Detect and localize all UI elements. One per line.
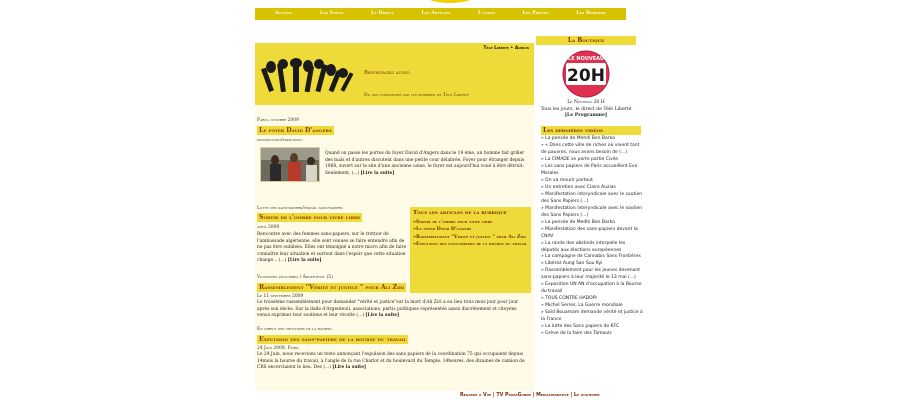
nav-dossiers[interactable]: Les Dossiers <box>576 10 606 16</box>
article-text: Rencontre avec des femmes sans-papiers, sur le trottoir de l'ambassade algérienne. elle sont venues se faire entendre afin de ne pas être oubliées. Elles ont témoigné a notre micro afin de faire connaître leur situation et surtout dans l'espoir que cette situation change... (...) <box>257 232 407 264</box>
video-link[interactable]: » Manifestation interyndicale avec le soutien des Sans Papiers (...) <box>541 205 643 218</box>
video-link[interactable]: » Michel Serres, La Guerre mondiale <box>541 303 623 309</box>
video-link[interactable]: » Manifestation des sans-papiers devant la CNAV <box>541 226 638 239</box>
nav-accueil[interactable]: Accueil <box>275 10 293 16</box>
nouveau-label: Le Nouveau 20 H <box>567 100 605 105</box>
article-title[interactable]: Sortir de l'ombre pour vivre libre <box>259 214 361 221</box>
top-logo-fragment <box>427 0 473 3</box>
video-link[interactable]: » Un entretien avec Claire Auzias <box>541 184 616 190</box>
breadcrumb-audios[interactable]: Audios <box>514 46 529 51</box>
video-link[interactable]: » Grève de la faim des Tamouls <box>541 331 612 337</box>
article-text: Le 24 Juin, nous recevions un texto annonçant l'expulsion des sans papiers de la coordination 75 qui occupaient depuis 14mois la bourse du travail, à l'angle de la rue Charlot et du boulevard du Temple. 14heures, des dizaines de camion de CRS encerclaient le lieu. Des (...) <box>257 352 525 371</box>
video-link[interactable]: » La pensée de Mehdi Ben Barka <box>541 136 615 141</box>
video-link[interactable]: » La lutte des Sans papiers de KFC <box>541 324 620 330</box>
article-category[interactable]: destruction/expulsion. <box>257 138 304 143</box>
logo-top-text: LE NOUVEAU <box>568 56 604 62</box>
read-more-link[interactable]: [Lire la suite] <box>365 313 400 319</box>
footer-separator: | <box>570 393 573 398</box>
footer-separator: | <box>492 393 495 398</box>
article-text: Le troisième rassemblement pour demander "vérité et justice"sur la mort d'Ali Ziri a eu lieu trois mois jour pour jour après son décès. Sur la dalle d'Argenteuil, associations, partis politiques représentés assez discrètement et citoyens venus exprimer leur soutiens et leur révolte (...) <box>257 300 519 319</box>
article-meta: 24 Juin 2009, Paris. <box>257 346 300 351</box>
nav-direct[interactable]: Le Direct <box>371 10 394 16</box>
programme-link[interactable]: [Le Programme] <box>564 113 608 118</box>
main-column <box>255 43 534 391</box>
footer-link-quotidien[interactable]: Le quotidien <box>573 393 600 398</box>
nav-photos[interactable]: Les Photos <box>522 10 549 16</box>
articles-area <box>255 105 534 391</box>
banner-subtitle-name: Télé Liberté <box>442 93 469 98</box>
breadcrumb-tele-liberte[interactable]: Tele Liberte <box>483 46 509 51</box>
rubrique-link[interactable]: »Expulsion des sans-papiers de la bourse du travail <box>413 240 528 247</box>
logo-main-text: 20H <box>567 66 605 86</box>
video-link[interactable]: » La pensée de Medhi Ben Barka <box>541 219 615 225</box>
videos-list <box>541 136 643 338</box>
video-link[interactable]: » Saïd Bouamam demande vérité et justice à la France <box>541 310 643 323</box>
rubrique-box <box>410 207 531 293</box>
nouveau-description: Tous les jours, le direct de Télé Liberté <box>540 107 632 112</box>
footer-link-tv-propagande[interactable]: TV PropaGande <box>496 393 531 398</box>
footer-link-regarde[interactable]: Regarde à Vue <box>460 393 492 398</box>
section-banner <box>255 43 534 105</box>
article-category[interactable]: En direct des trottoirs de la bourse. <box>257 327 333 332</box>
people-photo-image <box>261 148 320 182</box>
videos-heading[interactable]: Les dernières vidéos <box>541 126 641 135</box>
footer-link-medialternative[interactable]: Médialternative <box>536 393 569 398</box>
article-excerpt <box>257 352 529 372</box>
microphones-image <box>259 58 359 94</box>
video-link[interactable]: » « Dans cette ville de riches où vivent tant de pauvres, nous avons besoin de (...) <box>541 142 640 155</box>
video-link[interactable]: » Rassemblement pour les jeunes devenant sans-papiers à leur majorité le 13 mai (...) <box>541 268 640 281</box>
nouveau-20h-logo[interactable] <box>562 50 610 98</box>
article-text: Quand on passe les portes du foyer David d'Angers dans le 19 ème, un homme fait griller des maïs et d'autres discutent dans une petite cour délabrée. Foyer pour étranger depuis 1968, suvert sur le site d'une ancienne usine, le foyer est aujourd'hui voué à être détruit. Seulement, (...) <box>325 151 525 176</box>
nav-articles[interactable]: Les Articles <box>421 10 451 16</box>
article-meta: avril 2009 <box>257 225 280 230</box>
rubrique-link[interactable]: »Le foyer David D'angers <box>413 226 472 233</box>
article-excerpt <box>325 151 531 177</box>
nav-audio[interactable]: L'audio <box>478 10 495 16</box>
video-link[interactable]: » TOUS CONTRE HADOPI <box>541 296 597 302</box>
video-link[interactable]: » La CIMADE se porte partie Civile <box>541 156 619 162</box>
article-category[interactable]: Lutte des sans-papiers/travail sans-papiers <box>257 206 343 211</box>
read-more-link[interactable]: [Lire la suite] <box>332 365 367 371</box>
article-meta: Le 11 septembre 2009 <box>257 294 304 299</box>
article-title[interactable]: Le foyer David D'angers <box>259 127 332 134</box>
rubrique-link[interactable]: »Sortir de l'ombre pour vivre libre <box>413 218 493 225</box>
video-link[interactable]: » On va mourir partout <box>541 177 593 183</box>
article-category[interactable]: Violences policières / Argenteuil (5) <box>257 275 333 280</box>
banner-title: Reportages audio <box>364 70 410 76</box>
banner-subtitle <box>364 93 469 99</box>
footer-separator: | <box>532 393 535 398</box>
video-link[interactable]: » Exposition UN AN d'occupation à la Bourse du travail <box>541 282 642 295</box>
rubrique-title: Tous les articles de la rubrique <box>413 210 507 216</box>
main-nav <box>255 8 626 20</box>
sidebar <box>536 36 643 356</box>
article-title[interactable]: Expulsion des sans-papiers de la bourse du travail <box>259 336 407 343</box>
article-excerpt <box>257 300 529 320</box>
video-link[interactable]: » Manifestation interyndicale avec le soutien des Sans Papiers (...) <box>541 191 643 204</box>
nav-voeux[interactable]: Les Voeux <box>320 10 344 16</box>
footer-links <box>460 393 600 399</box>
read-more-link[interactable]: [Lire la suite] <box>360 170 395 176</box>
banner-subtitle-prefix: Du son enregistré par les membres de <box>364 93 443 98</box>
article-meta: Paris, octobre 2009 <box>257 118 299 123</box>
banner-breadcrumb <box>483 46 529 52</box>
video-link[interactable]: » La ronde des obstinés interpelle les députés aux élections européennes <box>541 240 626 253</box>
video-link[interactable]: » Libérez Aung San Suu Kyi <box>541 261 603 267</box>
article-excerpt <box>257 232 407 265</box>
rubrique-link[interactable]: »Rassemblement "Vérité et justice " pour Ali Ziri <box>413 233 526 240</box>
video-link[interactable]: » La campagne de Cannabis Sans Frontières <box>541 254 641 260</box>
video-link[interactable]: » Les sans papiers de Paris accueillent Evo Morales <box>541 163 638 176</box>
boutique-heading[interactable]: La Boutique <box>536 36 636 45</box>
article-photo[interactable] <box>260 147 320 182</box>
breadcrumb-separator: • <box>510 46 514 51</box>
read-more-link[interactable]: [Lire la suite] <box>287 258 322 264</box>
article-title[interactable]: Rassemblement "Vérité et justice " pour Ali Ziri <box>259 284 405 291</box>
